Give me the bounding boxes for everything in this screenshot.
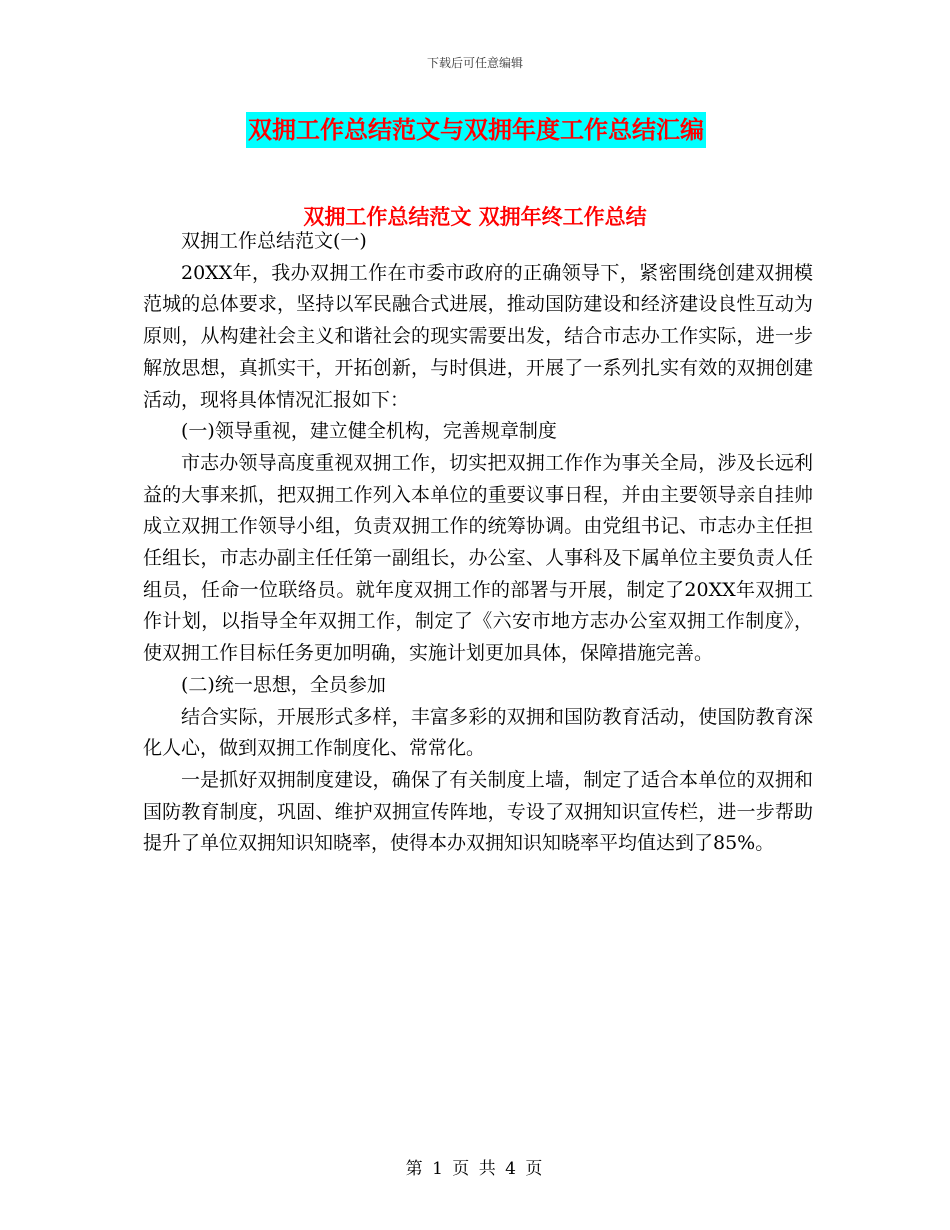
header-note: 下载后可任意编辑	[426, 56, 523, 70]
paragraph: 结合实际，开展形式多样，丰富多彩的双拥和国防教育活动，使国防教育深化人心，做到双拥工作制度化、常常化。	[143, 705, 813, 760]
subtitle: 双拥工作总结范文 双拥年终工作总结	[303, 204, 647, 229]
paragraph: 20XX年，我办双拥工作在市委市政府的正确领导下，紧密围绕创建双拥模范城的总体要求，坚持以军民融合式进展，推动国防建设和经济建设良性互动为原则，从构建社会主义和谐社会的现实需要出发，结合市志办工作实际，进一步解放思想，真抓实干，开拓创新，与时俱进，开展了一系列扎实有效的双拥创建活动，现将具体情况汇报如下：	[143, 261, 813, 411]
body-text	[143, 226, 813, 860]
main-title: 双拥工作总结范文与双拥年度工作总结汇编	[246, 112, 706, 148]
page-number: 第 1 页 共 4 页	[405, 1159, 545, 1179]
section-heading: (一)领导重视，建立健全机构，完善规章制度	[181, 420, 557, 443]
paragraph: 市志办领导高度重视双拥工作，切实把双拥工作作为事关全局，涉及长远利益的大事来抓，把双拥工作列入本单位的重要议事日程，并由主要领导亲自挂帅成立双拥工作领导小组，负责双拥工作的统筹协调。由党组书记、市志办主任担任组长，市志办副主任任第一副组长，办公室、人事科及下属单位主要负责人任组员，任命一位联络员。就年度双拥工作的部署与开展，制定了20XX年双拥工作计划，以指导全年双拥工作，制定了《六安市地方志办公室双拥工作制度》，使双拥工作目标任务更加明确，实施计划更加具体，保障措施完善。	[143, 451, 813, 665]
section-heading: (二)统一思想，全员参加	[181, 673, 386, 696]
section-heading: 双拥工作总结范文(一)	[181, 230, 367, 252]
paragraph: 一是抓好双拥制度建设，确保了有关制度上墙，制定了适合本单位的双拥和国防教育制度，巩固、维护双拥宣传阵地，专设了双拥知识宣传栏，进一步帮助提升了单位双拥知识知晓率，使得本办双拥知识知晓率平均值达到了85%。	[143, 768, 813, 855]
